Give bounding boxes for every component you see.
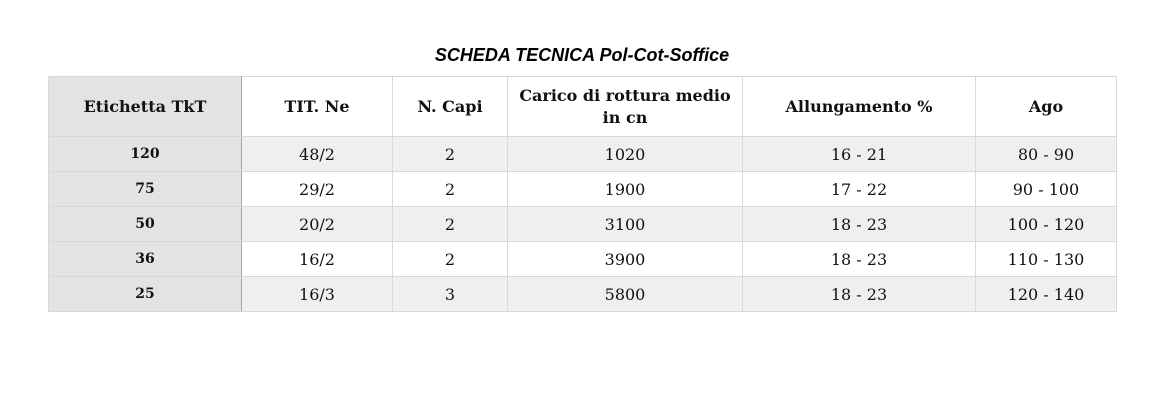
table-row	[49, 242, 1117, 277]
cell-capi: 2	[393, 207, 508, 242]
cell-ago: 120 - 140	[976, 277, 1117, 312]
table-row	[49, 172, 1117, 207]
cell-allungamento: 18 - 23	[743, 242, 976, 277]
cell-allungamento: 17 - 22	[743, 172, 976, 207]
header-carico: Carico di rottura medio in cn	[508, 77, 743, 137]
cell-carico: 3100	[508, 207, 743, 242]
cell-ago: 100 - 120	[976, 207, 1117, 242]
cell-carico: 1020	[508, 137, 743, 172]
cell-etichetta: 25	[49, 277, 242, 312]
cell-etichetta: 36	[49, 242, 242, 277]
header-titolo: TIT. Ne	[242, 77, 393, 137]
cell-capi: 2	[393, 242, 508, 277]
cell-titolo: 48/2	[242, 137, 393, 172]
header-allungamento: Allungamento %	[743, 77, 976, 137]
cell-etichetta: 75	[49, 172, 242, 207]
header-ago: Ago	[976, 77, 1117, 137]
cell-ago: 80 - 90	[976, 137, 1117, 172]
document-title: SCHEDA TECNICA Pol-Cot-Soffice	[434, 45, 730, 65]
cell-allungamento: 16 - 21	[743, 137, 976, 172]
table-row	[49, 277, 1117, 312]
cell-carico: 3900	[508, 242, 743, 277]
cell-capi: 2	[393, 137, 508, 172]
cell-titolo: 16/2	[242, 242, 393, 277]
table-row	[49, 207, 1117, 242]
cell-capi: 3	[393, 277, 508, 312]
cell-etichetta: 50	[49, 207, 242, 242]
cell-allungamento: 18 - 23	[743, 207, 976, 242]
cell-etichetta: 120	[49, 137, 242, 172]
cell-carico: 5800	[508, 277, 743, 312]
cell-capi: 2	[393, 172, 508, 207]
table-row	[49, 137, 1117, 172]
cell-ago: 110 - 130	[976, 242, 1117, 277]
cell-allungamento: 18 - 23	[743, 277, 976, 312]
cell-titolo: 16/3	[242, 277, 393, 312]
cell-titolo: 20/2	[242, 207, 393, 242]
table-header-row	[49, 77, 1117, 137]
header-capi: N. Capi	[393, 77, 508, 137]
cell-ago: 90 - 100	[976, 172, 1117, 207]
cell-carico: 1900	[508, 172, 743, 207]
header-etichetta: Etichetta TkT	[49, 77, 242, 137]
spec-table	[48, 76, 1117, 312]
cell-titolo: 29/2	[242, 172, 393, 207]
